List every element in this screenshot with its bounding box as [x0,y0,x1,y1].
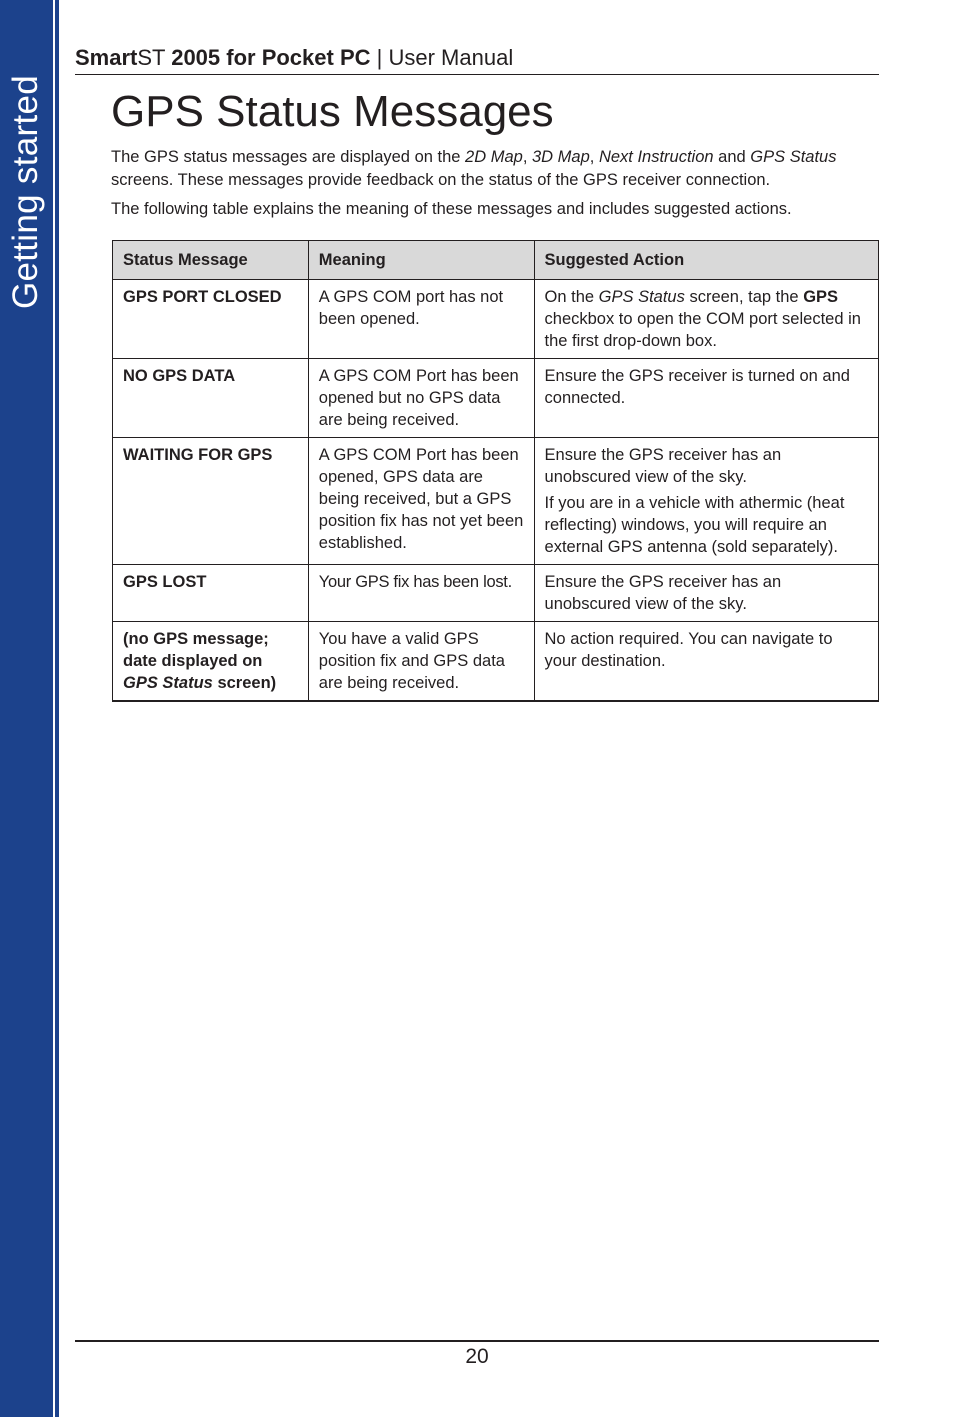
intro-paragraph: The GPS status messages are displayed on the 2D Map, 3D Map, Next Instruction and GPS Status screens. These messages provide feedback on the status of the GPS receiver connection. [111,148,837,189]
product-name: 2005 for Pocket PC [171,45,371,70]
screen-name: 2D Map [465,148,523,166]
action-cell: On the GPS Status screen, tap the GPS checkbox to open the COM port selected in the first drop-down box. [534,280,878,359]
page-number: 20 [465,1345,489,1368]
status-message-cell: NO GPS DATA [113,359,309,438]
status-messages-table [112,240,879,702]
meaning-cell: A GPS COM port has not been opened. [308,280,534,359]
table-header-row [113,241,879,280]
status-message-cell: GPS LOST [113,565,309,622]
side-rule [55,0,59,1417]
status-message-cell: (no GPS message; date displayed on GPS Status screen) [113,622,309,702]
side-band [0,0,53,1417]
brand-name: SmartST [75,45,166,70]
footer-rule [75,1340,879,1342]
table-row [113,280,879,359]
meaning-cell: A GPS COM Port has been opened but no GPS data are being received. [308,359,534,438]
column-header: Suggested Action [534,241,878,280]
action-cell: Ensure the GPS receiver has an unobscured view of the sky. [534,565,878,622]
table-row [113,438,879,565]
header-separator: | [376,45,383,70]
screen-name: Next Instruction [598,148,714,166]
page-title: GPS Status Messages [111,87,554,136]
meaning-cell: You have a valid GPS position fix and GPS data are being received. [308,622,534,702]
action-cell: No action required. You can navigate to your destination. [534,622,878,702]
action-cell: Ensure the GPS receiver is turned on and connected. [534,359,878,438]
status-message-cell: GPS PORT CLOSED [113,280,309,359]
running-header [75,44,879,75]
table-row [113,565,879,622]
table-row [113,359,879,438]
doc-type: User Manual [388,45,514,70]
meaning-cell: A GPS COM Port has been opened, GPS data are being received, but a GPS position fix has not yet been established. [308,438,534,565]
screen-name: GPS Status [750,148,837,166]
table-row [113,622,879,702]
meaning-cell: Your GPS fix has been lost. [308,565,534,622]
screen-name: 3D Map [531,148,590,166]
section-label: Getting started [6,74,45,310]
intro-paragraph-2: The following table explains the meaning of these messages and includes suggested actions. [111,200,792,218]
column-header: Meaning [308,241,534,280]
action-cell: Ensure the GPS receiver has an unobscured view of the sky. If you are in a vehicle with athermic (heat reflecting) windows, you will require an external GPS antenna (sold separately). [534,438,878,565]
status-message-cell: WAITING FOR GPS [113,438,309,565]
column-header: Status Message [113,241,309,280]
